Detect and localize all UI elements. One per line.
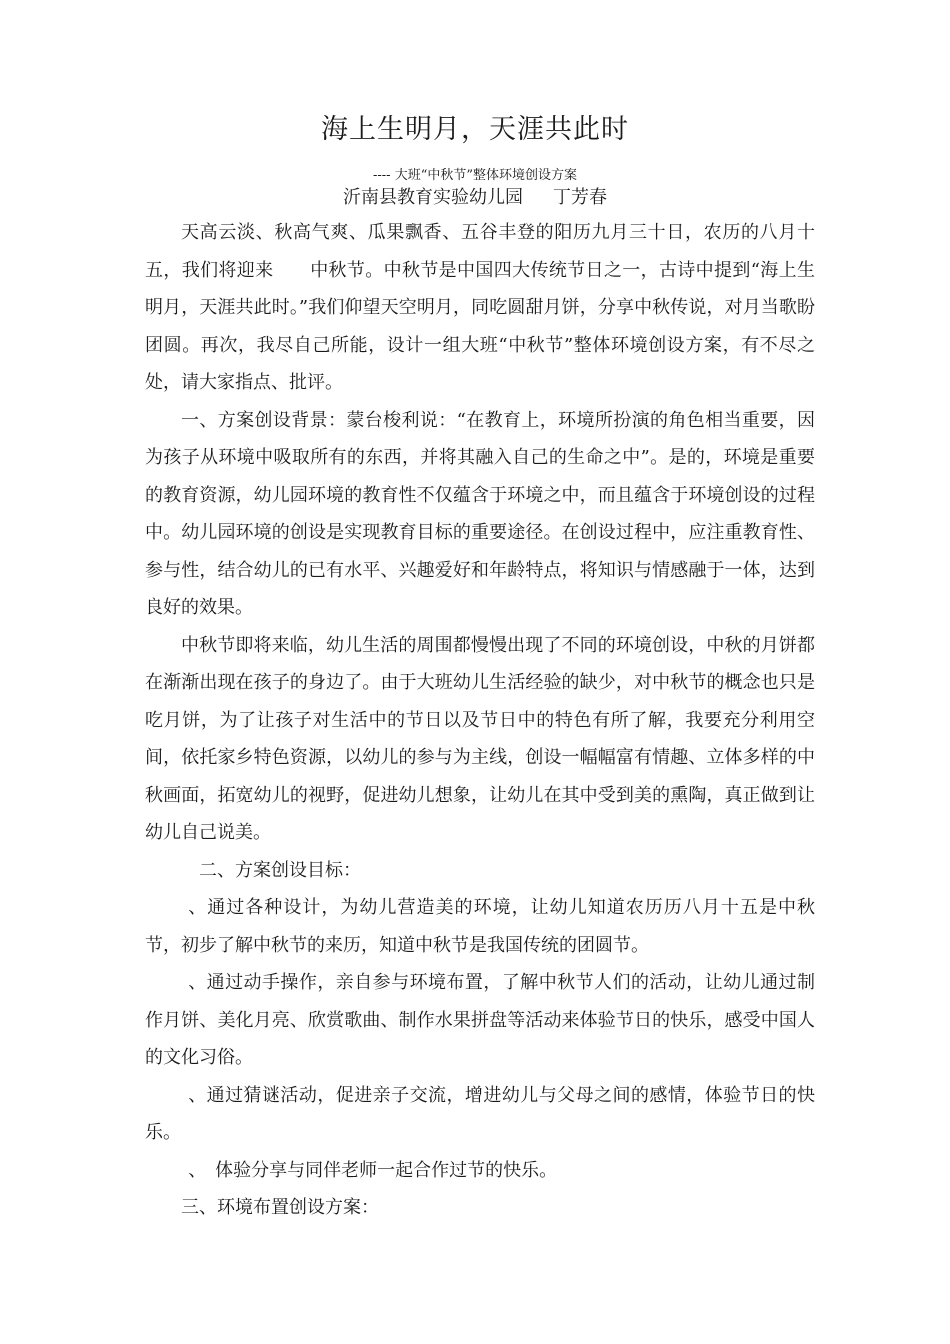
background-paragraph: 一、方案创设背景：蒙台梭利说：“在教育上，环境所扮演的角色相当重要，因为孩子从环境中吸取所有的东西，并将其融入自己的生命之中”。是的，环境是重要的教育资源，幼儿园环境的教育性不仅蕴含于环境之中，而且蕴含于环境创设的过程中。幼儿园环境的创设是实现教育目标的重要途径。在创设过程中，应注重教育性、参与性，结合幼儿的已有水平、兴趣爱好和年龄特点，将知识与情感融于一体，达到良好的效果。	[145, 409, 815, 618]
intro-paragraph: 天高云淡、秋高气爽、瓜果飘香、五谷丰登的阳历九月三十日，农历的八月十五，我们将迎来 中秋节。中秋节是中国四大传统节日之一，古诗中提到“海上生明月，天涯共此时。”我们仰望天空明月，同吃圆甜月饼，分享中秋传说，对月当歌盼团圆。再次，我尽自己所能，设计一组大班“中秋节”整体环境创设方案，有不尽之处，请大家指点、批评。	[145, 222, 815, 393]
document-subtitle: ---- 大班“中秋节”整体环境创设方案	[373, 168, 577, 183]
goal-item-4: 、 体验分享与同伴老师一起合作过节的快乐。	[188, 1159, 558, 1181]
section-heading-goals: 二、方案创设目标：	[199, 859, 361, 881]
mid-autumn-paragraph: 中秋节即将来临，幼儿生活的周围都慢慢出现了不同的环境创设，中秋的月饼都在渐渐出现在孩子的身边了。由于大班幼儿生活经验的缺少，对中秋节的概念也只是吃月饼，为了让孩子对生活中的节日以及节日中的特色有所了解，我要充分利用空间，依托家乡特色资源，以幼儿的参与为主线，创设一幅幅富有情趣、立体多样的中秋画面，拓宽幼儿的视野，促进幼儿想象，让幼儿在其中受到美的熏陶，真正做到让幼儿自己说美。	[145, 634, 815, 843]
goal-item-1: 、通过各种设计，为幼儿营造美的环境，让幼儿知道农历历八月十五是中秋节，初步了解中秋节的来历，知道中秋节是我国传统的团圆节。	[145, 897, 815, 956]
author-line	[0, 185, 950, 211]
goal-item-2: 、通过动手操作，亲自参与环境布置，了解中秋节人们的活动，让幼儿通过制作月饼、美化月亮、欣赏歌曲、制作水果拼盘等活动来体验节日的快乐，感受中国人的文化习俗。	[145, 972, 815, 1068]
section-heading-plan: 三、环境布置创设方案：	[181, 1197, 379, 1218]
author-name: 丁芳春	[553, 187, 607, 208]
document-title: 海上生明月，天涯共此时	[321, 114, 629, 145]
goal-item-3: 、通过猜谜活动，促进亲子交流，增进幼儿与父母之间的感情，体验节日的快乐。	[145, 1084, 815, 1143]
school-name: 沂南县教育实验幼儿园	[343, 187, 523, 208]
document-body	[145, 214, 815, 1227]
